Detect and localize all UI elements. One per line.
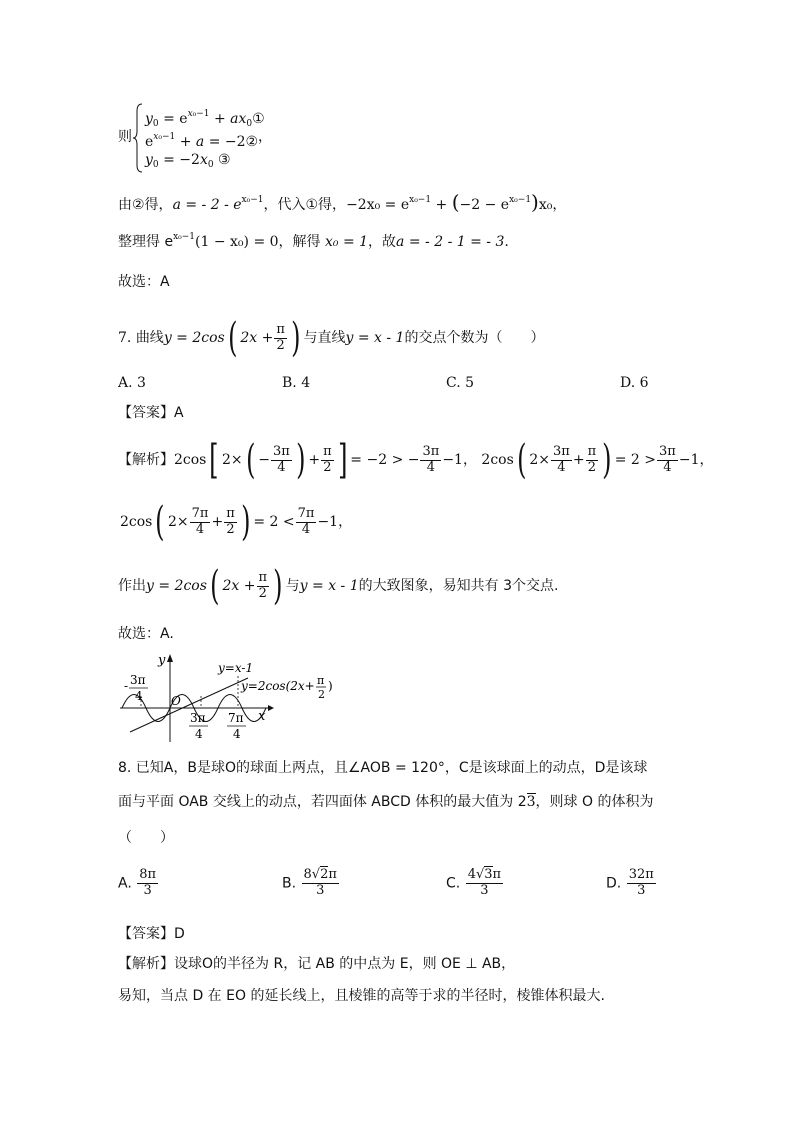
analysis-7-line2: 2cos( 2× $\frac{7\pi}{4}$ + $\frac{\pi}{2}$ ) = 2 < $\frac{7\pi}{4}$ −1， bbox=[120, 499, 353, 545]
analysis-8-line1: 【解析】设球O的半径为 R，记 AB 的中点为 E，则 OE ⊥ AB， bbox=[118, 956, 516, 972]
curve-two: 2 bbox=[318, 688, 325, 701]
tick1-num: 3π bbox=[130, 673, 146, 687]
question-8-line1: 8. 已知A，B是球O的球面上两点，且∠AOB = 120°，C是该球面上的动点，D是该球 bbox=[118, 760, 648, 776]
tick1-den: 4 bbox=[135, 689, 143, 703]
question-8-line3: （ ） bbox=[118, 830, 174, 846]
tick2-num: 3π bbox=[190, 711, 206, 725]
y-axis-label: y bbox=[158, 653, 166, 668]
option-d: D. 6 bbox=[620, 375, 649, 391]
solve-line: 整理得 $e^{x_0-1}(1 - x_0) = 0$，解得 x₀ = 1，故a = - 2 - 1 = - 3. bbox=[118, 232, 509, 250]
answer-7: 【答案】A bbox=[118, 405, 184, 421]
select-a-2: 故选：A. bbox=[118, 626, 174, 642]
brace-icon bbox=[133, 103, 143, 173]
question-7: 7. 曲线y = 2cos( 2x + $\frac{\pi}{2}$ ) 与直线y = x - 1的交点个数为（ ） bbox=[118, 315, 545, 361]
system-row: $y_0 = -2x_0$ ③ bbox=[145, 152, 231, 170]
system-suffix: ， bbox=[258, 129, 272, 145]
select-a-1: 故选：A bbox=[118, 274, 170, 290]
question-8-line2: 面与平面 OAB 交线上的动点，若四面体 ABCD 体积的最大值为 23，则球 O 的体积为 bbox=[118, 794, 654, 810]
answer-8: 【答案】D bbox=[118, 926, 185, 942]
y-arrow-icon bbox=[167, 654, 173, 662]
x-axis-label: x bbox=[258, 709, 266, 724]
option-8a: A. $\frac{8\pi}{3}$ bbox=[118, 867, 157, 898]
tick1-sign: - bbox=[124, 679, 129, 693]
tick3-num: 7π bbox=[228, 711, 244, 725]
equation-system bbox=[145, 103, 265, 172]
curve-close: ) bbox=[328, 679, 333, 693]
option-8c: C. $\frac{4√3\pi}{3}$ bbox=[446, 867, 502, 898]
option-8d: D. $\frac{32\pi}{3}$ bbox=[606, 867, 654, 898]
curve-label: y=2cos(2x+ bbox=[241, 679, 315, 693]
option-c: C. 5 bbox=[446, 375, 475, 391]
system-row: $e^{x_0-1} + a$ = −2② bbox=[145, 132, 259, 150]
analysis-7-line1: 【解析】2cos[ 2×( − $\frac{3\pi}{4}$ ) + $\frac{\pi}{2}$ ] = −2 > − $\frac{3\pi}{4}$ −1， 2cos( 2× $\frac{3\pi}{4}$ + $\frac{\pi}{2}$ ) = 2 > $\frac{3\pi}{4}$ −1， bbox=[118, 437, 714, 483]
system-prefix: 则 bbox=[118, 129, 132, 145]
option-8b: B. $\frac{8√2\pi}{3}$ bbox=[282, 867, 337, 898]
curve-pi: π bbox=[317, 674, 325, 687]
system-row: $y_0 = e^{x_0-1}$ + $ax_0①$ bbox=[145, 109, 265, 129]
option-b: B. 4 bbox=[282, 375, 311, 391]
function-graph bbox=[118, 650, 348, 745]
substitution-line: 由②得，a = - $2 - e^{x_0-1}$，代入①得，$-2x_0 = e^{x_0-1} + (-2 - e^{x_0-1})x_0$， bbox=[118, 190, 567, 214]
option-a: A. 3 bbox=[118, 375, 146, 391]
tick2-den: 4 bbox=[195, 727, 203, 741]
analysis-8-line2: 易知，当点 D 在 EO 的延长线上，且棱锥的高等于求的半径时，棱锥体积最大. bbox=[118, 988, 605, 1004]
analysis-7-line3: 作出y = 2cos( 2x + $\frac{\pi}{2}$ ) 与y = x - 1的大致图象，易知共有 3个交点. bbox=[118, 563, 559, 609]
x-arrow-icon bbox=[268, 705, 274, 711]
tick3-den: 4 bbox=[233, 727, 241, 741]
line-label: y=x-1 bbox=[218, 661, 254, 675]
origin-label: O bbox=[171, 694, 181, 708]
